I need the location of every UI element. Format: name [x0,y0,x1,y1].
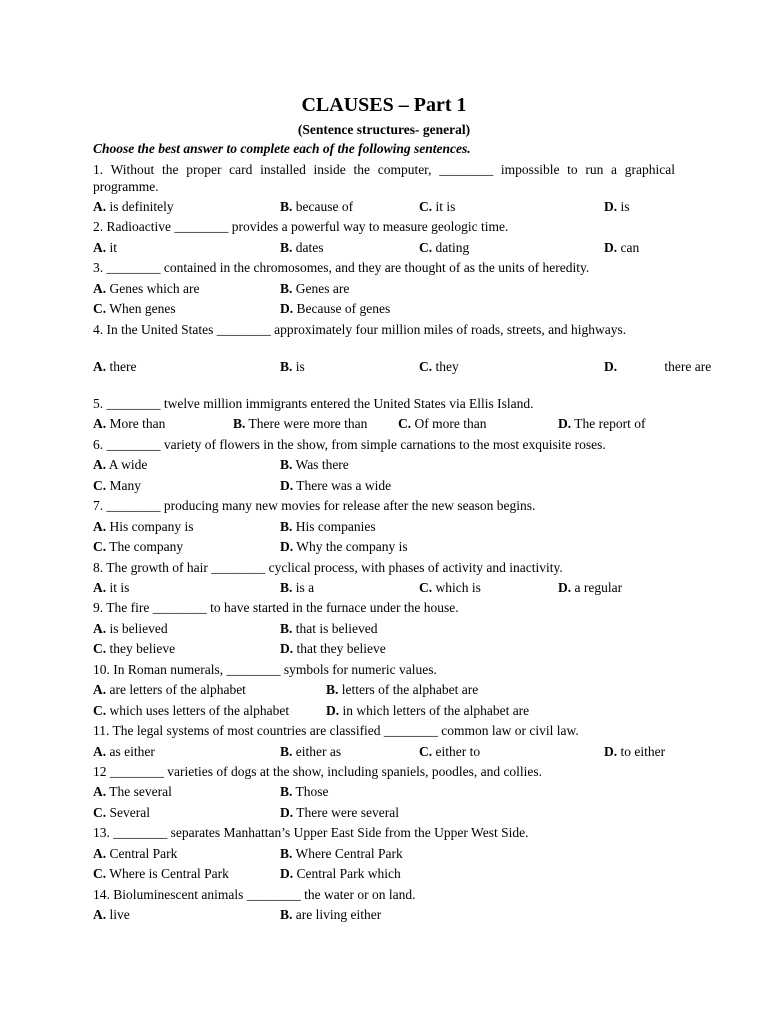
option-text: Those [295,784,329,799]
option-text: are letters of the alphabet [109,682,246,697]
option-text: in which letters of the alphabet are [342,703,530,718]
answer-option [558,579,622,596]
option-letter: C. [93,641,107,656]
option-text: Genes which are [109,281,200,296]
option-letter: C. [419,240,433,255]
option-text: The company [109,539,184,554]
option-text: Central Park which [296,866,401,881]
option-text: they [435,359,459,374]
answer-option [604,239,639,256]
option-text: His company is [109,519,194,534]
option-letter: A. [93,416,107,431]
option-letter: B. [280,199,293,214]
question-text: 3. ________ contained in the chromosomes, and they are thought of as the units of heredity. [93,260,590,275]
question-text: 4. In the United States ________ approximately four million miles of roads, streets, and highways. [93,322,627,337]
option-text: they believe [109,641,176,656]
option-letter: A. [93,519,107,534]
answer-option [280,198,353,215]
question-text: 2. Radioactive ________ provides a powerful way to measure geologic time. [93,219,509,234]
option-text: there are [664,359,712,374]
answer-option [280,239,324,256]
option-text: Because of genes [296,301,391,316]
option-letter: C. [93,866,107,881]
option-text: dating [435,240,470,255]
option-text: it is [109,580,130,595]
answer-option [93,743,155,760]
option-letter: C. [419,199,433,214]
option-letter: B. [280,281,293,296]
option-text: dates [295,240,324,255]
option-letter: B. [326,682,339,697]
option-text: is [295,359,305,374]
option-letter: B. [280,359,293,374]
option-text: to either [620,744,666,759]
option-letter: C. [93,539,107,554]
option-letter: B. [280,907,293,922]
option-text: is believed [109,621,168,636]
instructions: Choose the best answer to complete each of the following sentences. [93,141,471,156]
option-letter: B. [280,580,293,595]
option-letter: D. [280,866,294,881]
option-text: is a [295,580,315,595]
option-text: a regular [574,580,623,595]
option-text: A wide [108,457,148,472]
option-text: which is [435,580,481,595]
option-text: Where is Central Park [109,866,229,881]
option-letter: C. [93,703,107,718]
answer-option [93,804,150,821]
option-letter: D. [558,580,572,595]
page-title: CLAUSES – Part 1 [301,94,467,116]
question-text: 13. ________ separates Manhattan’s Upper East Side from the Upper West Side. [93,825,529,840]
option-text: which uses letters of the alphabet [109,703,290,718]
option-letter: A. [93,457,107,472]
option-letter: D. [280,539,294,554]
answer-option [93,358,712,375]
answer-option [398,415,486,432]
option-text: that they believe [296,641,386,656]
option-text: either to [435,744,481,759]
option-letter: D. [280,641,294,656]
question-text: 14. Bioluminescent animals ________ the water or on land. [93,887,416,902]
answer-option [93,198,174,215]
answer-option [280,477,391,494]
option-text: When genes [109,301,176,316]
answer-option [280,579,314,596]
answer-option [93,702,289,719]
answer-option [93,865,229,882]
option-letter: B. [280,744,293,759]
answer-option [604,198,630,215]
option-letter: D. [604,744,618,759]
page-subtitle: (Sentence structures- general) [297,122,471,137]
option-text: There were more than [248,416,368,431]
answer-option [280,300,390,317]
question-text: 11. The legal systems of most countries are classified ________ common law or civil law. [93,723,579,738]
answer-option [93,300,176,317]
option-letter: B. [280,621,293,636]
option-letter: A. [93,846,107,861]
answer-option [280,906,381,923]
option-text: can [620,240,640,255]
option-letter: D. [280,805,294,820]
answer-option [93,415,165,432]
answer-option [93,477,141,494]
question-text: 9. The fire ________ to have started in the furnace under the house. [93,600,459,615]
option-letter: A. [93,744,107,759]
option-letter: A. [93,359,107,374]
option-text: Why the company is [296,539,408,554]
option-letter: A. [93,784,107,799]
option-letter: B. [280,846,293,861]
option-text: that is believed [295,621,378,636]
answer-option [93,456,147,473]
answer-option [604,743,665,760]
answer-option [280,743,341,760]
option-letter: D. [604,359,618,374]
option-letter: C. [419,580,433,595]
option-text: as either [109,744,155,759]
option-letter: B. [280,784,293,799]
option-text: is [620,199,630,214]
option-letter: D. [280,301,294,316]
option-text: Genes are [295,281,350,296]
option-text: letters of the alphabet are [341,682,479,697]
option-letter: D. [558,416,572,431]
answer-option [419,198,455,215]
option-letter: D. [326,703,340,718]
answer-option [93,681,246,698]
answer-option [233,415,367,432]
answer-option [280,518,376,535]
option-text: Central Park [109,846,178,861]
answer-option [280,456,349,473]
option-letter: A. [93,682,107,697]
option-text: His companies [295,519,376,534]
option-text: are living either [295,907,382,922]
option-letter: B. [280,457,293,472]
answer-option [280,538,408,555]
option-letter: C. [93,301,107,316]
question-text: 7. ________ producing many new movies for release after the new season begins. [93,498,536,513]
question-text: 1. Without the proper card installed inside the computer, ________ impossible to run a graphical programme. [93,162,675,194]
option-letter: A. [93,621,107,636]
option-text: there [109,359,137,374]
option-letter: D. [604,240,618,255]
option-letter: C. [398,416,412,431]
option-letter: A. [93,199,107,214]
option-letter: A. [93,580,107,595]
option-text: it [109,240,118,255]
option-text: The report of [574,416,646,431]
option-letter: D. [604,199,618,214]
answer-option [280,783,329,800]
option-letter: C. [93,805,107,820]
option-text: More than [109,416,166,431]
answer-option [93,906,130,923]
answer-option [419,239,469,256]
answer-option [93,845,177,862]
option-letter: A. [93,240,107,255]
answer-option [93,579,129,596]
option-text: Several [109,805,150,820]
question-text: 12 ________ varieties of dogs at the show, including spaniels, poodles, and collies. [93,764,543,779]
question-text: 10. In Roman numerals, ________ symbols for numeric values. [93,662,437,677]
option-text: Of more than [414,416,487,431]
answer-option [419,579,481,596]
option-text: The several [109,784,172,799]
answer-option [93,239,117,256]
answer-option [558,415,645,432]
answer-option [419,743,480,760]
answer-option [280,620,378,637]
option-letter: B. [280,240,293,255]
answer-option [280,865,401,882]
question-text: 6. ________ variety of flowers in the show, from simple carnations to the most exquisite roses. [93,437,606,452]
option-letter: A. [93,281,107,296]
option-text: is definitely [109,199,174,214]
option-letter: D. [280,478,294,493]
question-text: 5. ________ twelve million immigrants entered the United States via Ellis Island. [93,396,534,411]
option-text: live [109,907,130,922]
option-letter: C. [419,744,433,759]
answer-option [93,518,194,535]
option-letter: C. [419,359,433,374]
answer-option [326,702,529,719]
option-text: it is [435,199,456,214]
option-text: Many [109,478,141,493]
option-text: Where Central Park [295,846,403,861]
option-text: because of [295,199,354,214]
option-text: There was a wide [296,478,392,493]
option-letter: B. [280,519,293,534]
option-text: Was there [295,457,349,472]
answer-option [326,681,478,698]
option-text: There were several [296,805,399,820]
answer-option [93,783,172,800]
option-letter: B. [233,416,246,431]
answer-option [93,620,168,637]
question-text: 8. The growth of hair ________ cyclical process, with phases of activity and inactivity. [93,560,563,575]
answer-option [280,845,403,862]
answer-option [93,538,183,555]
answer-option [93,280,199,297]
option-text: either as [295,744,342,759]
answer-option [280,640,386,657]
answer-option [280,280,349,297]
option-letter: A. [93,907,107,922]
option-letter: C. [93,478,107,493]
answer-option [93,640,175,657]
answer-option [280,804,399,821]
